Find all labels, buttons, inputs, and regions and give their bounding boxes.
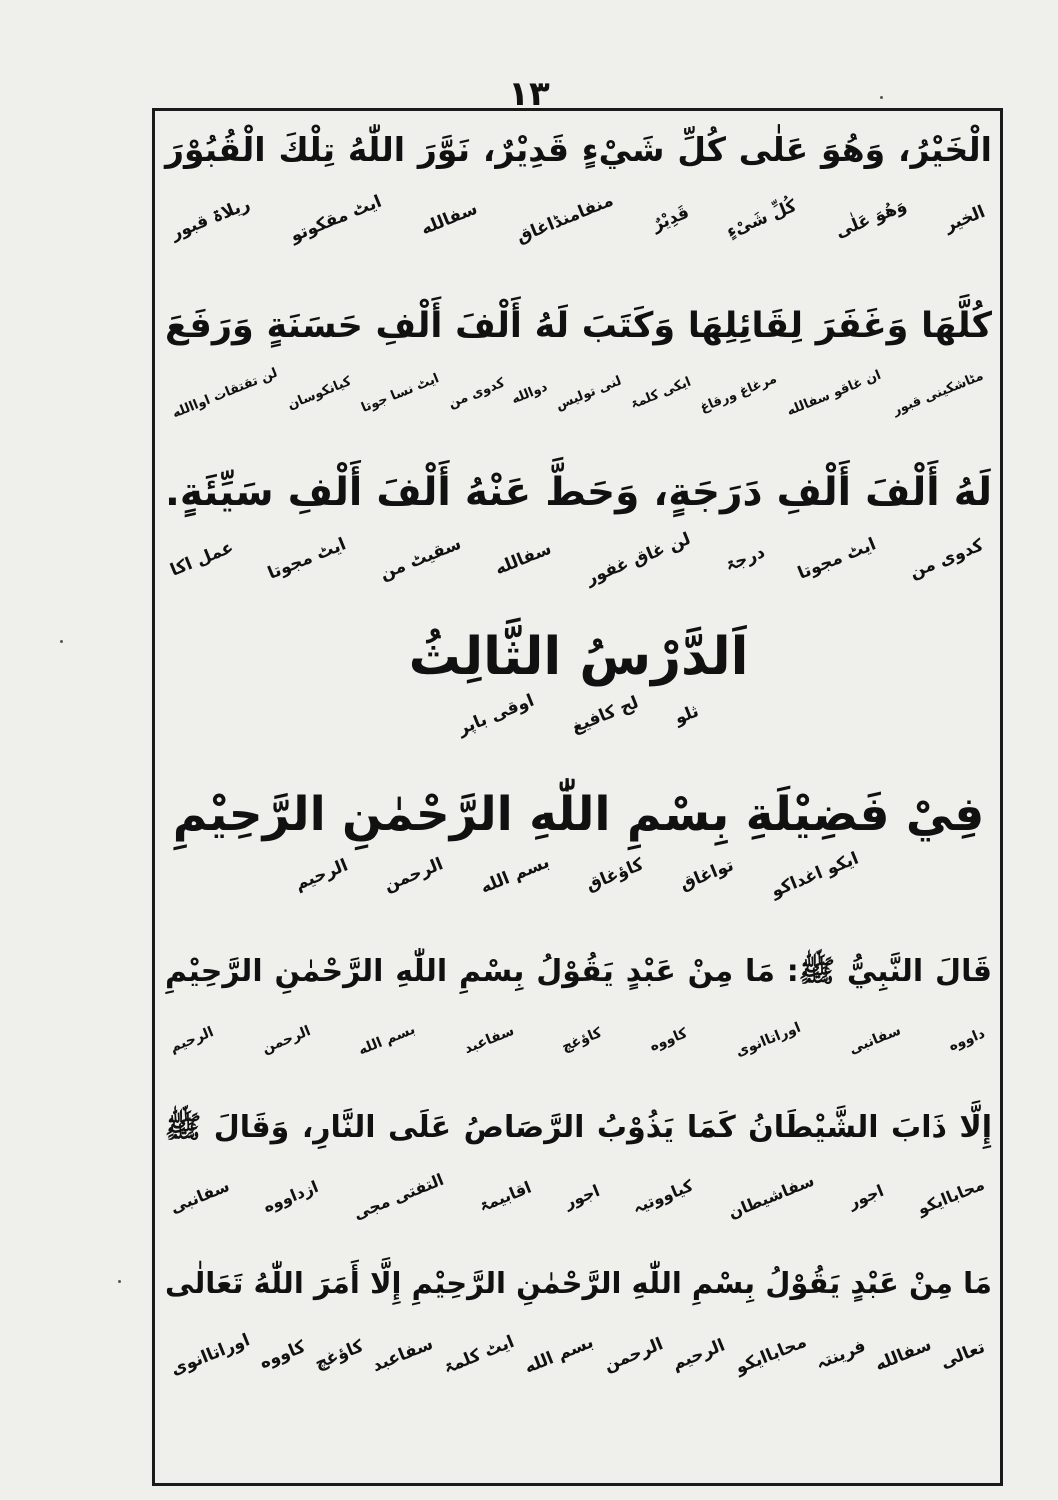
gloss-word: سقیٹ من bbox=[377, 533, 465, 585]
gloss-word: درجۃ bbox=[722, 542, 768, 576]
gloss-section-heading bbox=[169, 848, 986, 902]
gloss-word: سفالله bbox=[492, 538, 555, 580]
gloss-word: کاؤغچ bbox=[311, 1336, 367, 1374]
gloss-word: کاؤغاق bbox=[583, 854, 647, 896]
gloss-word: اجور bbox=[561, 1180, 603, 1213]
gloss-word: ایٹ مقکوتو bbox=[287, 191, 385, 247]
gloss-word: سفاعبد bbox=[461, 1022, 517, 1058]
page-number: ١٣ bbox=[508, 74, 550, 114]
gloss-word: ان غاقو سفالله bbox=[785, 367, 884, 420]
gloss-word: بسم الله bbox=[356, 1021, 418, 1059]
gloss-word: اجور bbox=[845, 1180, 887, 1213]
gloss-word: ریلاۃ قبور bbox=[168, 194, 254, 244]
arabic-line-1: الْخَيْرُ، وَهُوَ عَلٰى كُلِّ شَيْءٍ قَدِيْرٌ، نَوَّرَ اللّٰهُ تِلْكَ الْقُبُوْرَ bbox=[165, 130, 992, 169]
gloss-word: ایکی کلمۃ bbox=[628, 374, 693, 413]
gloss-word: کاؤغچ bbox=[559, 1024, 605, 1056]
gloss-word: محاباایکو bbox=[732, 1331, 810, 1379]
gloss-word: سفاعبد bbox=[369, 1333, 437, 1377]
gloss-word: ازداووه bbox=[260, 1176, 322, 1217]
gloss-word: کدوی من bbox=[445, 375, 507, 412]
gloss-word: مٹاشکینی قبور bbox=[890, 368, 986, 419]
gloss-word: بسم الله bbox=[477, 852, 552, 898]
scan-speck bbox=[60, 640, 63, 643]
gloss-word: کیانکوسان bbox=[285, 373, 354, 414]
gloss-word: عمل اکا bbox=[167, 537, 237, 581]
gloss-line-1 bbox=[168, 190, 989, 248]
lesson-heading: اَلدَّرْسُ الثَّالِثُ bbox=[408, 627, 749, 687]
gloss-word: لح کافیغ bbox=[569, 692, 642, 738]
gloss-word: الرحیم bbox=[167, 1024, 216, 1056]
gloss-word: کدوی من bbox=[907, 535, 987, 583]
gloss-word: فرینتہ bbox=[813, 1336, 869, 1375]
gloss-word: داووه bbox=[946, 1025, 988, 1055]
gloss-word: ثلو bbox=[671, 701, 702, 729]
gloss-line-4 bbox=[167, 1019, 988, 1061]
gloss-line-3 bbox=[167, 528, 987, 590]
gloss-word: قَدِیْرٌ bbox=[649, 202, 692, 236]
gloss-word: الرحمن bbox=[600, 1334, 666, 1376]
gloss-word: لنی تولیس bbox=[553, 373, 624, 414]
gloss-word: ایٹ مجوتا bbox=[264, 534, 349, 584]
gloss-word: تعالی bbox=[937, 1337, 988, 1373]
gloss-word: وَهُوَ عَلٰى bbox=[832, 195, 910, 243]
gloss-word: اوراتاانوی bbox=[733, 1019, 803, 1061]
gloss-word: دوالله bbox=[509, 379, 550, 408]
gloss-word: کُلِّ شَیْءٍ bbox=[723, 195, 800, 243]
gloss-word: سفانبی bbox=[167, 1176, 233, 1217]
gloss-line-6 bbox=[168, 1330, 988, 1380]
arabic-line-6: مَا مِنْ عَبْدٍ يَقُوْلُ بِسْمِ اللّٰهِ الرَّحْمٰنِ الرَّحِيْمِ إِلَّا أَمَرَ اللّٰهُ تَعَالٰى bbox=[165, 1266, 992, 1300]
gloss-word: اوراتاانوی bbox=[168, 1330, 253, 1380]
arabic-line-5: إِلَّا ذَابَ الشَّيْطَانُ كَمَا يَذُوْبُ الرَّصَاصُ عَلَى النَّارِ، وَقَالَ ﷺ bbox=[165, 1110, 992, 1145]
gloss-word: ایٹ کلمۃ bbox=[440, 1331, 518, 1379]
gloss-word: سفالله bbox=[872, 1334, 935, 1376]
gloss-word: منفامنڈاغاق bbox=[513, 190, 617, 248]
gloss-word: ایٹ نسا جوتا bbox=[358, 371, 442, 416]
gloss-word: سفاشیطان bbox=[725, 1170, 818, 1223]
gloss-word: ایکو اغداکو bbox=[768, 848, 862, 902]
arabic-line-3: لَهُ أَلْفَ أَلْفِ دَرَجَةٍ، وَحَطَّ عَنْهُ أَلْفَ أَلْفِ سَيِّئَةٍ. bbox=[165, 470, 992, 515]
gloss-line-2 bbox=[169, 365, 986, 422]
gloss-word: الرحیم bbox=[291, 855, 351, 895]
gloss-word: اوقی باپر bbox=[455, 690, 538, 740]
gloss-word: اقابیمۃ bbox=[476, 1177, 534, 1216]
scan-speck bbox=[118, 1280, 121, 1283]
gloss-word: التفتی مجی bbox=[350, 1169, 447, 1224]
gloss-word: الرحیم bbox=[669, 1335, 729, 1375]
gloss-word: الرحمن bbox=[259, 1023, 313, 1057]
gloss-word: الخیر bbox=[941, 201, 989, 237]
gloss-word: لن غاق غفور bbox=[583, 528, 694, 590]
section-heading: فِيْ فَضِيْلَةِ بِسْمِ اللّٰهِ الرَّحْمٰنِ الرَّحِيْمِ bbox=[172, 787, 985, 842]
gloss-word: کاووه bbox=[257, 1336, 309, 1374]
gloss-word: سفالله bbox=[417, 198, 481, 240]
gloss-word: محاباایکو bbox=[914, 1174, 987, 1219]
gloss-word: کیاووتیہ bbox=[629, 1175, 697, 1218]
text-frame bbox=[152, 108, 1003, 1486]
gloss-line-5 bbox=[167, 1169, 987, 1224]
gloss-word: ایٹ مجوتا bbox=[794, 534, 879, 584]
scan-speck bbox=[880, 96, 883, 99]
gloss-word: الرحمن bbox=[381, 854, 446, 896]
gloss-word: تواغاق bbox=[677, 855, 737, 895]
gloss-word: سفانبی bbox=[847, 1022, 904, 1058]
arabic-line-2: كُلَّهَا وَغَفَرَ لِقَائِلِهَا وَكَتَبَ لَهُ أَلْفَ أَلْفِ حَسَنَةٍ وَرَفَعَ bbox=[165, 306, 992, 346]
arabic-line-4: قَالَ النَّبِيُّ ﷺ: مَا مِنْ عَبْدٍ يَقُوْلُ بِسْمِ اللّٰهِ الرَّحْمٰنِ الرَّحِيْمِ bbox=[165, 954, 992, 989]
gloss-lesson-heading bbox=[169, 690, 986, 740]
gloss-word: بسم الله bbox=[521, 1332, 597, 1378]
gloss-word: مرغاغ ورقاغ bbox=[697, 371, 779, 416]
gloss-word: کاووه bbox=[647, 1025, 690, 1055]
gloss-word: لن تقتقات اواالله bbox=[170, 365, 280, 422]
